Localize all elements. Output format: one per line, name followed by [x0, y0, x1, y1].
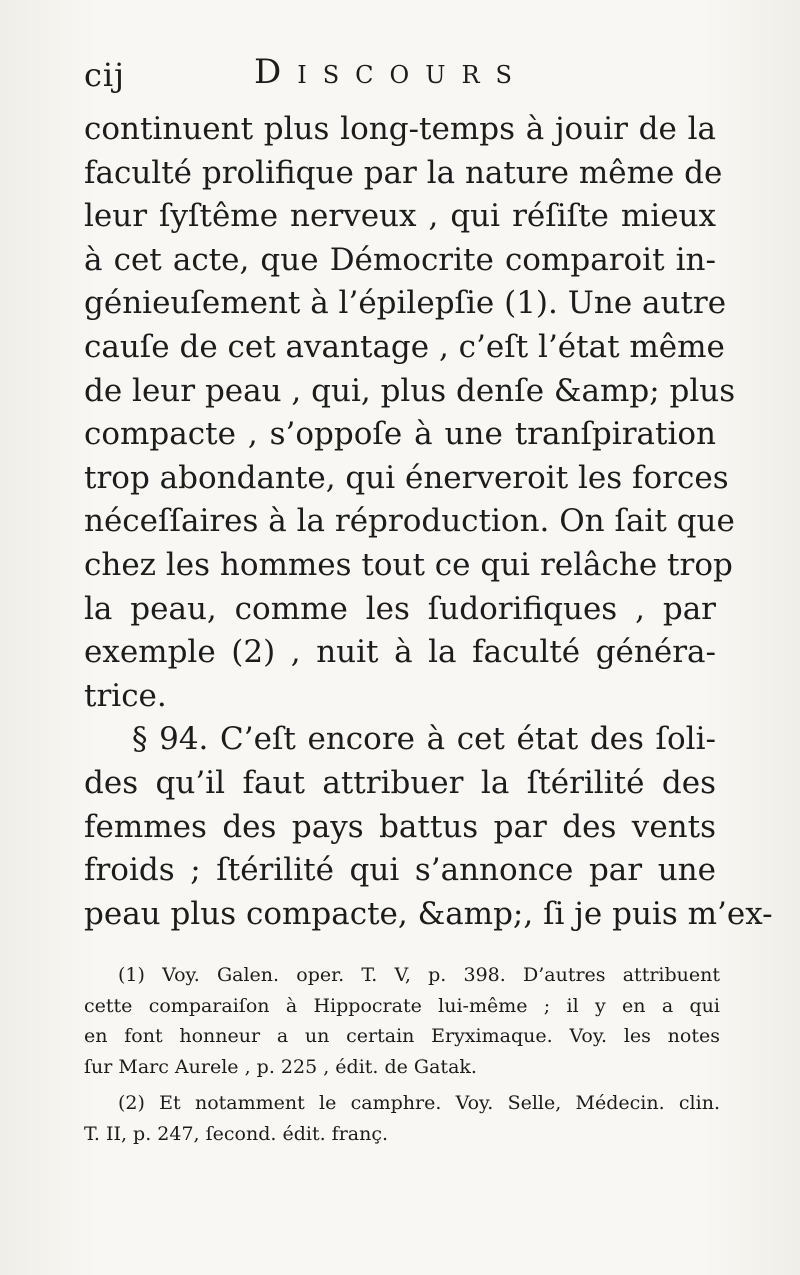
- text-line: femmes des pays battus par des vents: [84, 808, 716, 845]
- text-line: néceſſaires à la réproduction. On ſait que: [84, 503, 735, 540]
- text-line: des qu’il faut attribuer la ſtérilité des: [84, 764, 716, 801]
- text-line: à cet acte, que Démocrite comparoit in-: [84, 241, 716, 278]
- footnote-2-line: (2) Et notamment le camphre. Voy. Selle, Médecin. clin.: [118, 1092, 720, 1114]
- footnote-2-line: T. II, p. 247, ſecond. édit. franç.: [84, 1122, 389, 1145]
- footnote-1-line: (1) Voy. Galen. oper. T. V, p. 398. D’autres attribuent: [118, 964, 720, 986]
- text-line: leur ſyſtême nerveux , qui réſiſte mieux: [84, 198, 716, 235]
- text-line: continuent plus long-temps à jouir de la: [84, 111, 716, 147]
- text-line: faculté prolifique par la nature même de: [84, 154, 723, 191]
- text-line: compacte , s’oppoſe à une tranſpiration: [84, 416, 716, 453]
- page-header: [84, 52, 724, 102]
- text-line: trop abondante, qui énerveroit les forces: [84, 459, 729, 496]
- text-line: trice.: [84, 677, 167, 714]
- text-line: la peau, comme les ſudorifiques , par: [84, 590, 716, 627]
- page-number: cij: [84, 56, 126, 94]
- text-line: froids ; ſtérilité qui s’annonce par une: [84, 852, 716, 889]
- text-line: exemple (2) , nuit à la faculté généra-: [84, 634, 716, 671]
- text-line: chez les hommes tout ce qui relâche trop: [84, 546, 733, 583]
- footnote-1-line: cette comparaiſon à Hippocrate lui-même ; il y en a qui: [84, 994, 720, 1017]
- footnote-1-line: ſur Marc Aurele , p. 225 , édit. de Gatak.: [84, 1055, 477, 1078]
- text-line: peau plus compacte, &amp;, ſi je puis m’ex-: [84, 895, 773, 932]
- running-head: Discours: [254, 52, 528, 92]
- footnotes: [84, 960, 720, 1149]
- text-line: de leur peau , qui, plus denſe &amp; plus: [84, 372, 736, 409]
- section-start-line: § 94. C’eſt encore à cet état des ſoli-: [132, 721, 716, 758]
- text-line: génieuſement à l’épilepſie (1). Une autre: [84, 285, 727, 322]
- footnote-1-line: en font honneur a un certain Eryximaque. Voy. les notes: [84, 1025, 720, 1047]
- text-line: cauſe de cet avantage , c’eſt l’état même: [84, 328, 725, 365]
- main-text: [84, 108, 773, 936]
